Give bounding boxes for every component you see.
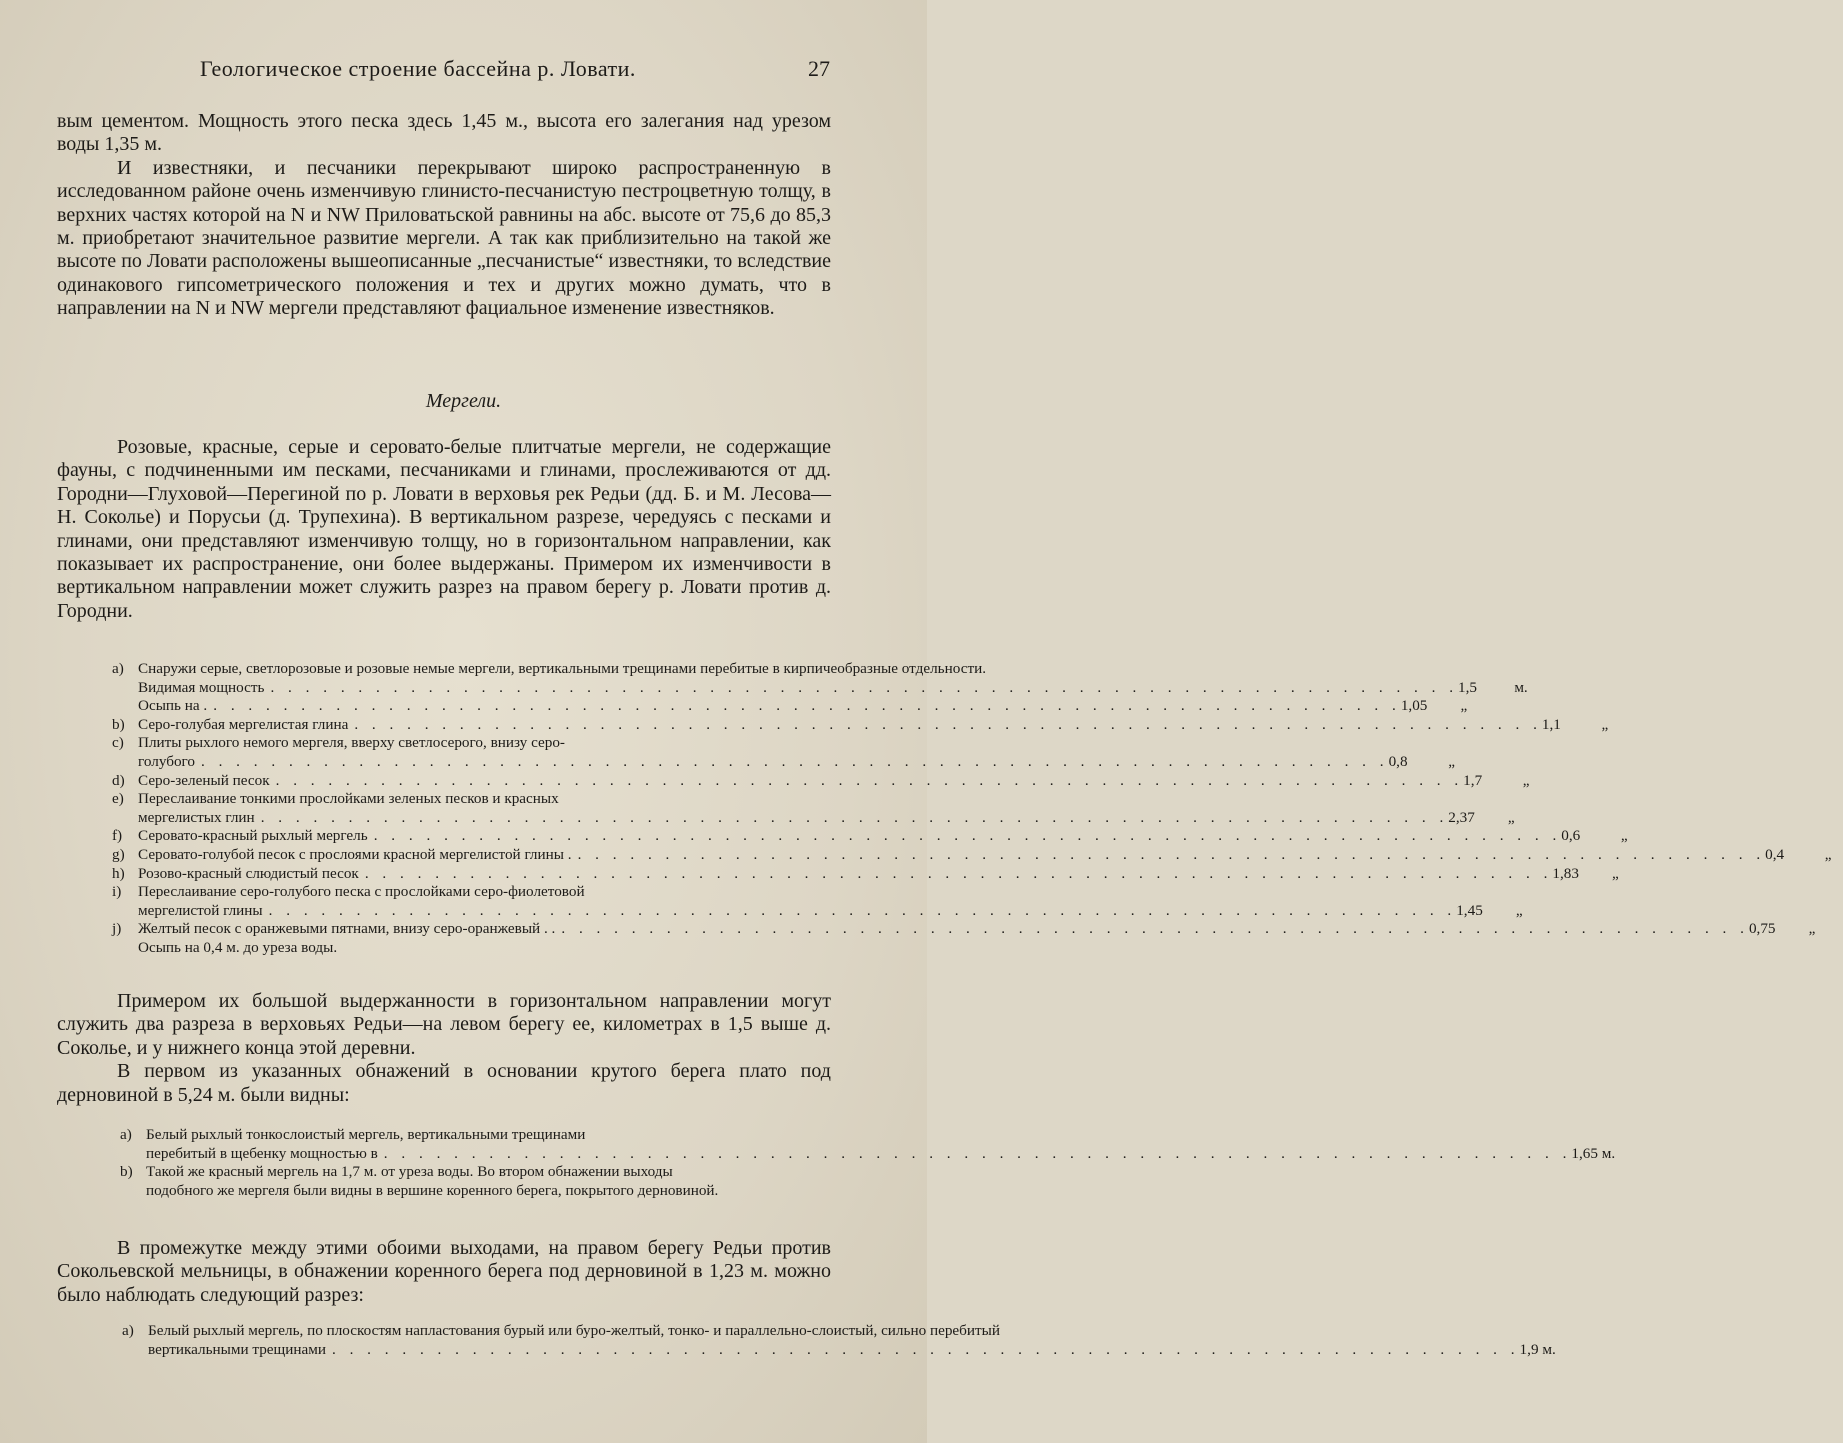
section-row: j) Желтый песок с оранжевыми пятнами, внизу серо-оранжевый . .. . . 0,75 „ [112,920,824,939]
section-row: g) Серовато-голубой песок с прослоями красной мергелистой глины .. . . 0,4 „ [112,846,824,865]
paragraph-limestones: И известняки, и песчаники перекрывают широко распространенную в исследованном районе очень изменчивую глинисто-песчанистую пестроцветную толщу, в верхних частях которой на N и NW Приловатьской равнины на абс. высоте от 75,6 до 85,3 м. приобретают значительное развитие мергели. А так как приблизительно на такой же высоте по Ловати расположены вышеописанные „песчанистые“ известняки, то вследствие одинакового гипсометрического положения и тех и других можно думать, что в направлении на N и NW мергели представляют фациальное изменение известняков. [57,156,831,320]
section-row: b) Такой же красный мергель на 1,7 м. от уреза воды. Во втором обнажении выходы подобного же мергеля были видны в вершине коренного берега, покрытого дерновиной. [120,1163,719,1199]
paragraph-horizontal: Примером их большой выдержанности в горизонтальном направлении могут служить два разреза в верховьях Редьи—на левом берегу ее, километрах в 1,5 выше д. Соколье, и у нижнего конца этой деревни. [57,990,831,1059]
section-row: h) Розово-красный слюдистый песок. . . 1,83 „ [112,865,824,884]
paragraph-continuation: вым цементом. Мощность этого песка здесь 1,45 м., высота его залегания над урезом воды 1,35 м. [57,110,831,156]
section-row: a) Снаружи серые, светлорозовые и розовые немые мергели, вертикальными трещинами перебитые в кирпичеобразные отдельности. Видимая мощность. . . 1,5 м. [112,660,824,697]
paragraph-mill: В промежутке между этими обоими выходами, на правом берегу Редьи против Сокольевской мельницы, в обнажении коренного берега под дерновиной в 1,23 м. можно было наблюдать следующий разрез: [57,1237,831,1306]
section-row: i) Переслаивание серо-голубого песка с прослойками серо-фиолетовой мергелистой глины. . . 1,45 „ [112,883,824,920]
section-heading: Мергели. [425,390,502,412]
section-row: Осыпь на 0,4 м. до уреза воды. [138,938,338,956]
section-sokolye [120,1126,1616,1200]
section-row: b) Серо-голубая мергелистая глина. . . 1,1 „ [112,716,824,735]
section-mill [122,1322,1556,1359]
paragraph-marls: Розовые, красные, серые и серовато-белые плитчатые мергели, не содержащие фауны, с подчиненными им песками, песчаниками и глинами, прослеживаются от дд. Городни—Глуховой—Перегиной по р. Ловати в верховья рек Редьи (дд. Б. и М. Лесова—Н. Соколье) и Порусьи (д. Трупехина). В вертикальном разрезе, чередуясь с песками и глинами, они представляют изменчивую толщу, но в горизонтальном направлении, как показывает их распространение, они более выдержаны. Примером их изменчивости в вертикальном направлении может служить разрез на правом берегу р. Ловати против д. Городни. [57,436,831,622]
section-gorodni [112,660,1832,958]
page-number: 27 [808,56,830,81]
section-row: Осыпь на .. . . 1,05 „ [112,697,824,716]
paragraph-first-outcrop: В первом из указанных обнажений в основании крутого берега плато под дерновиной в 5,24 м. были видны: [57,1060,831,1106]
running-header [60,56,830,90]
paragraph-1 [57,110,831,321]
section-row: f) Серовато-красный рыхлый мергель. . . 0,6 „ [112,827,824,846]
section-row: c) Плиты рыхлого немого мергеля, вверху светлосерого, внизу серо- голубого. . . 0,8 „ [112,734,824,771]
section-row: a) Белый рыхлый тонкослоистый мергель, вертикальными трещинами перебитый в щебенку мощностью в. . . 1,65 м. [120,1126,790,1163]
section-row: d) Серо-зеленый песок. . . 1,7 „ [112,772,824,791]
section-row: e) Переслаивание тонкими прослойками зеленых песков и красных мергелистых глин. . . 2,37 „ [112,790,824,827]
paragraph-redya [57,990,831,1107]
running-title: Геологическое строение бассейна р. Ловати. [200,56,636,81]
section-row: a) Белый рыхлый мергель, по плоскостям напластования бурый или буро-желтый, тонко- и параллельно-слоистый, сильно перебитый вертикальными трещинами. . . 1,9 м. [122,1322,790,1359]
